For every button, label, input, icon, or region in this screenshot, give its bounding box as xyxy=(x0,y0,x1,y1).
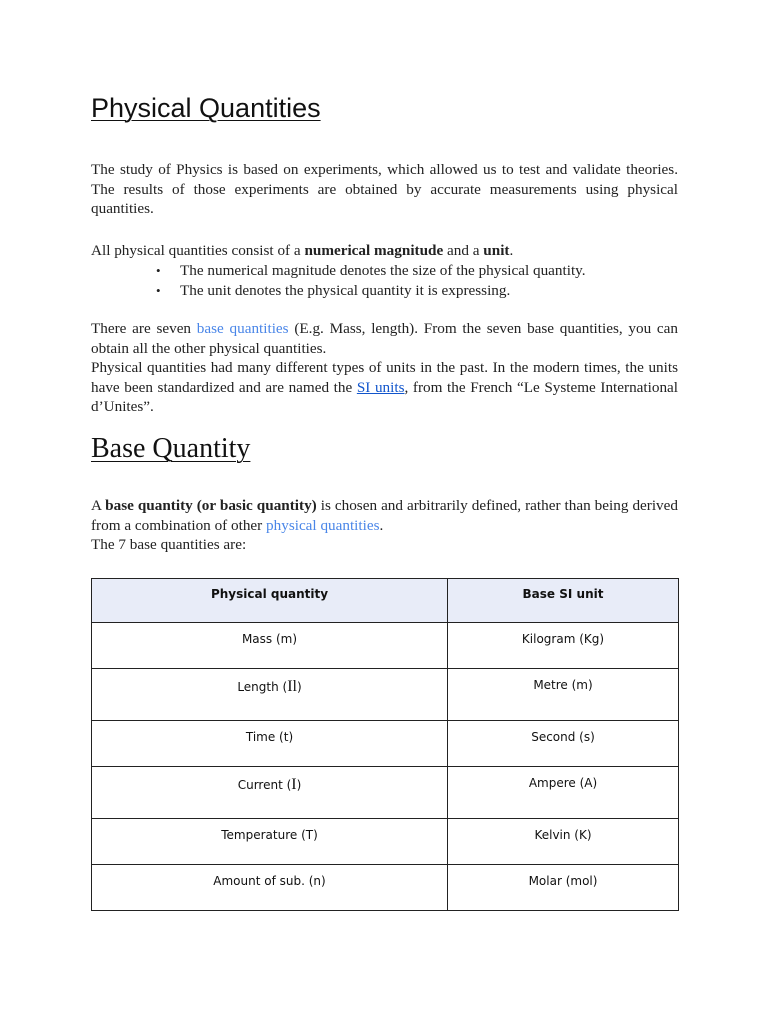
seven-prefix: There are seven xyxy=(91,320,197,337)
unit-cell: Second (s) xyxy=(448,721,679,767)
unit-cell: Metre (m) xyxy=(448,669,679,721)
base-quantities-table xyxy=(91,578,679,911)
seven-line-2 xyxy=(91,358,678,417)
seven-paragraph xyxy=(91,319,678,417)
consist-paragraph xyxy=(91,241,678,261)
quantity-cell: Mass (m) xyxy=(92,623,448,669)
consist-bold-unit: unit xyxy=(483,242,510,259)
unit-cell: Kilogram (Kg) xyxy=(448,623,679,669)
base-definition-paragraph xyxy=(91,496,678,555)
quantity-prefix: Length ( xyxy=(237,680,288,694)
seven-rest: (E.g. Mass, length). From the seven base quantities, you can obtain all the other physical quantities. xyxy=(91,320,679,357)
quantity-cell: Amount of sub. (n) xyxy=(92,865,448,911)
intro-paragraph: The study of Physics is based on experiments, which allowed us to test and validate theories. The results of those experiments are obtained by accurate measurements using physical quantities. xyxy=(91,161,678,218)
table-row xyxy=(92,865,679,911)
quantity-cell xyxy=(92,669,448,721)
units-prefix: Physical quantities had many different types of units in the past. In the modern times, the units have been standardized and are named the xyxy=(91,359,678,396)
page-title: Physical Quantities xyxy=(91,93,321,123)
header-physical-quantity: Physical quantity xyxy=(92,579,448,623)
consist-middle: and a xyxy=(443,242,484,259)
si-units-link[interactable]: SI units xyxy=(356,378,405,396)
consist-bold-magnitude: numerical magnitude xyxy=(304,242,444,259)
bullet-item: • The numerical magnitude denotes the size of the physical quantity. xyxy=(153,261,586,281)
unit-cell: Ampere (A) xyxy=(448,767,679,819)
section-heading: Base Quantity xyxy=(91,433,251,464)
header-base-si-unit: Base SI unit xyxy=(448,579,679,623)
quantity-suffix: ) xyxy=(296,680,302,694)
quantity-cell xyxy=(92,767,448,819)
quantity-suffix: ) xyxy=(296,778,302,792)
base-def-line-1 xyxy=(91,496,678,535)
consist-suffix: . xyxy=(509,242,514,259)
bullet-item: • The unit denotes the physical quantity it is expressing. xyxy=(153,281,586,301)
base-def-line-2: The 7 base quantities are: xyxy=(91,536,247,554)
table-row xyxy=(92,623,679,669)
consist-prefix: All physical quantities consist of a xyxy=(91,242,305,259)
table-row xyxy=(92,669,679,721)
seven-line-1 xyxy=(91,319,678,358)
base-def-bold: base quantity (or basic quantity) xyxy=(105,497,317,514)
unit-cell: Kelvin (K) xyxy=(448,819,679,865)
units-suffix: , from the French “Le Systeme International d’Unites”. xyxy=(91,378,678,416)
base-def-suffix: . xyxy=(379,516,384,534)
physical-quantities-link[interactable]: physical quantities xyxy=(266,516,380,534)
bullet-list xyxy=(153,261,586,300)
base-def-middle: is chosen and arbitrarily defined, rather than being derived from a combination of other xyxy=(91,497,678,534)
table-header-row xyxy=(92,579,679,623)
unit-cell: Molar (mol) xyxy=(448,865,679,911)
base-def-prefix: A xyxy=(91,497,106,514)
table-row xyxy=(92,819,679,865)
table-row xyxy=(92,721,679,767)
quantity-symbol: I xyxy=(291,776,297,793)
quantity-cell: Time (t) xyxy=(92,721,448,767)
quantity-symbol: Il xyxy=(287,678,297,695)
base-quantities-link[interactable]: base quantities xyxy=(196,320,289,337)
quantity-prefix: Current ( xyxy=(237,778,292,792)
table-row xyxy=(92,767,679,819)
quantity-cell: Temperature (T) xyxy=(92,819,448,865)
